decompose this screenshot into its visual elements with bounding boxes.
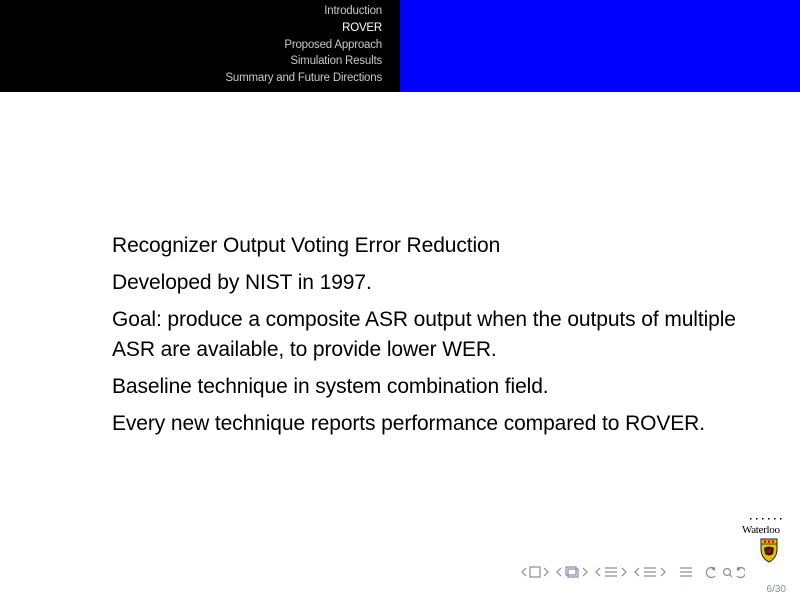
page-number: 6/30 xyxy=(766,584,786,595)
prev-section-icon[interactable] xyxy=(594,565,630,579)
slide-body xyxy=(112,231,752,446)
next-section-icon[interactable] xyxy=(633,565,669,579)
slide-header xyxy=(0,0,800,92)
beamer-navigation xyxy=(520,565,745,581)
search-undo-redo-icon[interactable] xyxy=(705,565,745,579)
prev-subsection-icon[interactable] xyxy=(555,565,591,579)
nav-item-rover[interactable]: ROVER xyxy=(342,21,382,34)
bullet-point: Recognizer Output Voting Error Reduction xyxy=(112,234,501,257)
university-logo xyxy=(742,518,796,564)
bullet-point: Baseline technique in system combination field. xyxy=(112,375,549,398)
bullet-point: Every new technique reports performance compared to ROVER. xyxy=(112,412,705,435)
nav-item-summary-future-directions[interactable]: Summary and Future Directions xyxy=(225,72,382,85)
section-list xyxy=(225,3,382,87)
svg-text:Waterloo: Waterloo xyxy=(742,524,780,536)
appendix-icon[interactable] xyxy=(672,565,702,579)
nav-item-introduction[interactable]: Introduction xyxy=(324,5,382,17)
bullet-point: Goal: produce a composite ASR output when the outputs of multiple ASR are available, to provide lower WER. xyxy=(112,308,736,361)
prev-frame-icon[interactable] xyxy=(520,565,552,579)
nav-item-proposed-approach[interactable]: Proposed Approach xyxy=(284,38,382,51)
bullet-point: Developed by NIST in 1997. xyxy=(112,271,372,294)
header-color-band xyxy=(400,0,800,92)
nav-item-simulation-results[interactable]: Simulation Results xyxy=(290,55,382,68)
section-navigation xyxy=(0,0,400,92)
